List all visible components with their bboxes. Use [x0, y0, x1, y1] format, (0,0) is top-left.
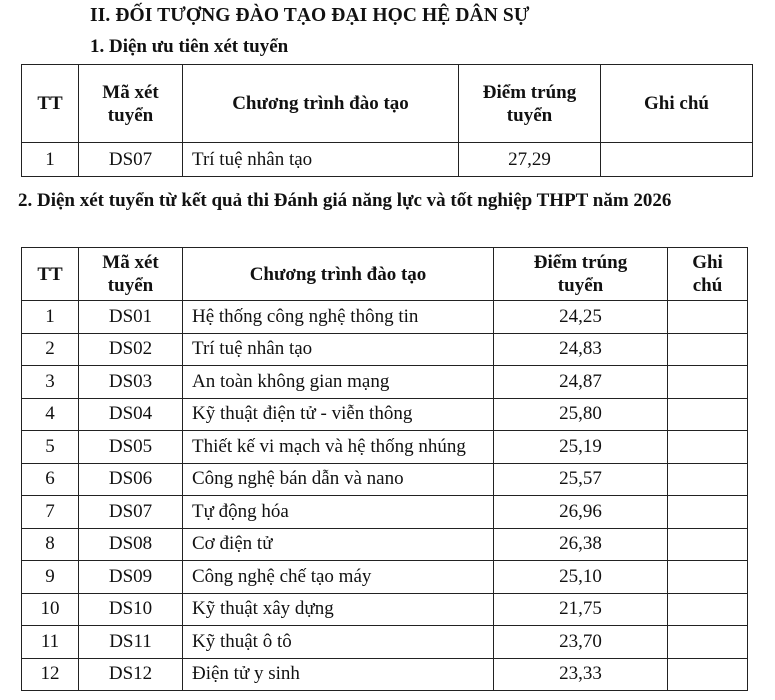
- cell-score: 24,25: [494, 301, 668, 334]
- header-note-text: chú: [692, 275, 723, 296]
- cell-program: Tự động hóa: [183, 496, 494, 529]
- cell-program: An toàn không gian mạng: [183, 366, 494, 399]
- cell-note: [668, 333, 748, 366]
- cell-tt: 6: [22, 463, 79, 496]
- cell-score: 21,75: [494, 593, 668, 626]
- table-row: [22, 463, 748, 496]
- header-note-text: Ghi chú: [644, 93, 709, 114]
- cell-code: DS06: [79, 463, 183, 496]
- cell-code: DS07: [79, 496, 183, 529]
- cell-program: Kỹ thuật ô tô: [183, 626, 494, 659]
- table-row: [22, 431, 748, 464]
- cell-note: [668, 398, 748, 431]
- header-score: [494, 248, 668, 301]
- cell-program: Hệ thống công nghệ thông tin: [183, 301, 494, 334]
- cell-score: 23,33: [494, 658, 668, 691]
- cell-program: Công nghệ chế tạo máy: [183, 561, 494, 594]
- header-tt-text: TT: [37, 93, 63, 114]
- cell-program: Kỹ thuật điện tử - viễn thông: [183, 398, 494, 431]
- header-tt: [22, 65, 79, 143]
- cell-code: DS05: [79, 431, 183, 464]
- cell-note: [668, 561, 748, 594]
- priority-admission-table: [21, 64, 753, 177]
- cell-note: [668, 431, 748, 464]
- section-heading: II. ĐỐI TƯỢNG ĐÀO TẠO ĐẠI HỌC HỆ DÂN SỰ: [90, 5, 530, 26]
- cell-score: 27,29: [459, 143, 601, 177]
- header-code: [79, 248, 183, 301]
- table-row: [22, 143, 753, 177]
- table-row: [22, 528, 748, 561]
- cell-program: Kỹ thuật xây dựng: [183, 593, 494, 626]
- table-row: [22, 658, 748, 691]
- cell-program: Công nghệ bán dẫn và nano: [183, 463, 494, 496]
- cell-program: Thiết kế vi mạch và hệ thống nhúng: [183, 431, 494, 464]
- header-program-text: Chương trình đào tạo: [249, 263, 427, 285]
- sub1-heading: 1. Diện ưu tiên xét tuyển: [90, 36, 289, 57]
- cell-tt: 7: [22, 496, 79, 529]
- header-tt-text: TT: [37, 263, 63, 285]
- table-row: [22, 366, 748, 399]
- cell-program: Trí tuệ nhân tạo: [183, 143, 459, 177]
- cell-code: DS09: [79, 561, 183, 594]
- header-tt: [22, 248, 79, 301]
- cell-tt: 1: [22, 301, 79, 334]
- cell-note: [601, 143, 753, 177]
- cell-tt: 8: [22, 528, 79, 561]
- table-body: [22, 248, 748, 691]
- cell-code: DS04: [79, 398, 183, 431]
- cell-tt: 12: [22, 658, 79, 691]
- cell-program: Cơ điện tử: [183, 528, 494, 561]
- cell-score: 24,83: [494, 333, 668, 366]
- header-code-text: Mã xét: [102, 81, 159, 103]
- cell-program: Điện tử y sinh: [183, 658, 494, 691]
- table-row: [22, 561, 748, 594]
- table-header-row: [22, 248, 748, 301]
- cell-code: DS11: [79, 626, 183, 659]
- header-score-text: tuyển: [506, 104, 553, 126]
- cell-code: DS08: [79, 528, 183, 561]
- cell-tt: 5: [22, 431, 79, 464]
- header-score-text: Điểm trúng: [533, 252, 628, 273]
- cell-note: [668, 366, 748, 399]
- cell-tt: 10: [22, 593, 79, 626]
- cell-tt: 11: [22, 626, 79, 659]
- table-row: [22, 593, 748, 626]
- cell-tt: 4: [22, 398, 79, 431]
- cell-note: [668, 593, 748, 626]
- header-program: [183, 248, 494, 301]
- cell-note: [668, 626, 748, 659]
- header-program: [183, 65, 459, 143]
- header-score-text: tuyển: [557, 275, 604, 296]
- cell-note: [668, 496, 748, 529]
- table-header-row: [22, 65, 753, 143]
- header-note: [668, 248, 748, 301]
- cell-score: 25,10: [494, 561, 668, 594]
- cell-note: [668, 658, 748, 691]
- cell-note: [668, 528, 748, 561]
- cell-code: DS02: [79, 333, 183, 366]
- cell-code: DS12: [79, 658, 183, 691]
- cell-score: 23,70: [494, 626, 668, 659]
- header-program-text: Chương trình đào tạo: [232, 93, 409, 114]
- header-code: [79, 65, 183, 143]
- cell-score: 25,57: [494, 463, 668, 496]
- cell-note: [668, 463, 748, 496]
- table-row: [22, 496, 748, 529]
- table-body: [22, 65, 753, 177]
- cell-code: DS03: [79, 366, 183, 399]
- cell-score: 26,96: [494, 496, 668, 529]
- cell-code: DS01: [79, 301, 183, 334]
- cell-tt: 9: [22, 561, 79, 594]
- header-code-text: Mã xét: [102, 252, 159, 273]
- table-row: [22, 398, 748, 431]
- cell-score: 25,80: [494, 398, 668, 431]
- exam-admission-table: [21, 247, 748, 691]
- cell-score: 24,87: [494, 366, 668, 399]
- header-score: [459, 65, 601, 143]
- cell-program: Trí tuệ nhân tạo: [183, 333, 494, 366]
- cell-tt: 2: [22, 333, 79, 366]
- header-code-text: tuyển: [107, 275, 154, 296]
- header-note-text: Ghi: [692, 252, 723, 273]
- sub2-heading: 2. Diện xét tuyển từ kết quả thi Đánh giá năng lực và tốt nghiệp THPT năm 2026: [18, 190, 672, 211]
- cell-score: 26,38: [494, 528, 668, 561]
- cell-code: DS07: [79, 143, 183, 177]
- table-row: [22, 626, 748, 659]
- header-note: [601, 65, 753, 143]
- cell-tt: 1: [22, 143, 79, 177]
- header-code-text: tuyển: [107, 104, 154, 126]
- header-score-text: Điểm trúng: [482, 81, 577, 103]
- cell-score: 25,19: [494, 431, 668, 464]
- table-row: [22, 301, 748, 334]
- table-row: [22, 333, 748, 366]
- cell-code: DS10: [79, 593, 183, 626]
- cell-note: [668, 301, 748, 334]
- cell-tt: 3: [22, 366, 79, 399]
